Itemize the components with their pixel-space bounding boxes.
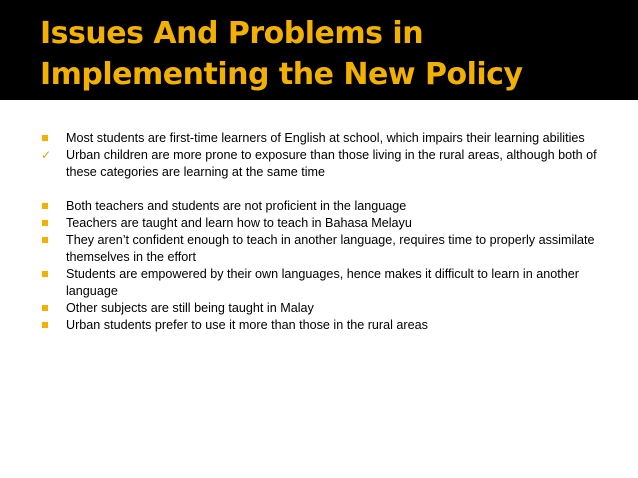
list-item: [42, 266, 602, 300]
square-bullet-icon: [42, 203, 48, 209]
slide-title: [40, 13, 523, 95]
list-item: [42, 130, 602, 147]
square-bullet-icon: [42, 220, 48, 226]
list-item-text: Other subjects are still being taught in Malay: [66, 301, 314, 315]
list-item-text: They aren’t confident enough to teach in another language, requires time to properly assimilate themselves in the effort: [66, 233, 595, 264]
checkmark-icon: ✓: [41, 148, 52, 162]
list-item-text: Urban students prefer to use it more than those in the rural areas: [66, 318, 428, 332]
square-bullet-icon: [42, 271, 48, 277]
list-item: [42, 317, 602, 334]
bullet-list: [42, 130, 602, 334]
list-item: [42, 300, 602, 317]
list-item-text: Urban children are more prone to exposure than those living in the rural areas, although both of these categories are learning at the same time: [66, 148, 597, 179]
list-item-text: Students are empowered by their own languages, hence makes it difficult to learn in another language: [66, 267, 579, 298]
title-line-2: Implementing the New Policy: [40, 57, 523, 92]
list-item-text: Both teachers and students are not proficient in the language: [66, 199, 407, 213]
square-bullet-icon: [42, 305, 48, 311]
square-bullet-icon: [42, 135, 48, 141]
list-item-text: Teachers are taught and learn how to teach in Bahasa Melayu: [66, 216, 412, 230]
list-item: [42, 198, 602, 215]
list-item: [42, 147, 602, 181]
list-item: [42, 215, 602, 232]
list-spacer: [42, 181, 602, 198]
square-bullet-icon: [42, 322, 48, 328]
list-item: [42, 232, 602, 266]
square-bullet-icon: [42, 237, 48, 243]
title-band: [0, 0, 638, 100]
title-line-1: Issues And Problems in: [40, 16, 424, 51]
list-item-text: Most students are first-time learners of English at school, which impairs their learning abilities: [66, 131, 585, 145]
